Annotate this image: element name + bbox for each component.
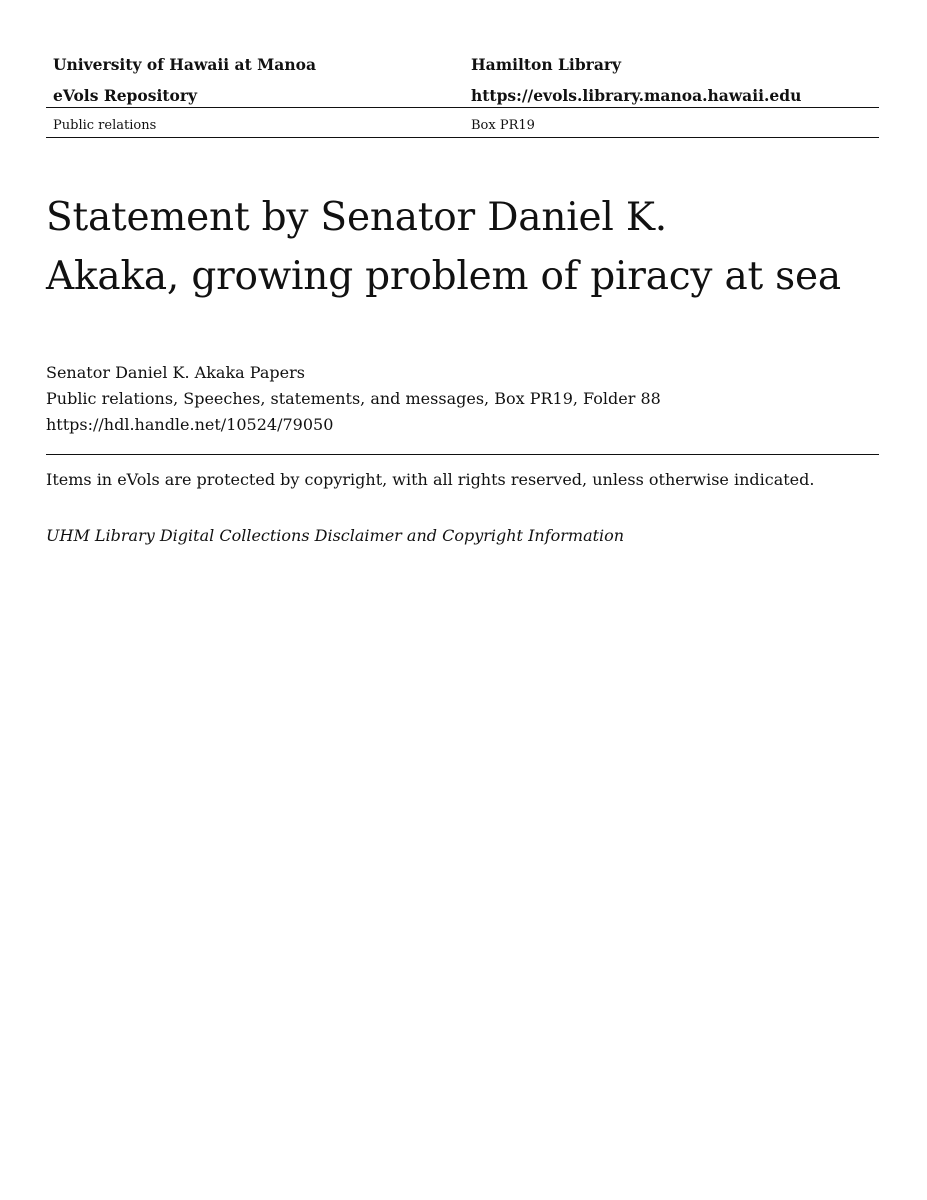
- institution-name: University of Hawaii at Manoa: [53, 55, 316, 74]
- header-row-1: [46, 52, 879, 83]
- repository-url[interactable]: https://evols.library.manoa.hawaii.edu: [471, 86, 802, 105]
- repository-name: eVols Repository: [53, 86, 198, 105]
- title-line-1: Statement by Senator Daniel K.: [46, 195, 667, 240]
- title-line-2: Akaka, growing problem of piracy at sea: [46, 254, 841, 299]
- handle-link[interactable]: https://hdl.handle.net/10524/79050: [46, 415, 334, 434]
- collection-name: Public relations: [53, 118, 157, 133]
- header-divider-bottom: [46, 137, 879, 138]
- header-row-2: [46, 83, 879, 114]
- document-metadata: [46, 360, 879, 438]
- box-label: Box PR19: [471, 118, 535, 133]
- repository-header: [46, 52, 879, 114]
- header-divider-top: [46, 107, 879, 108]
- papers-name: Senator Daniel K. Akaka Papers: [46, 363, 305, 382]
- document-title: [46, 188, 879, 306]
- copyright-notice: Items in eVols are protected by copyright, with all rights reserved, unless otherwise indicated.: [46, 470, 815, 489]
- series-path: Public relations, Speeches, statements, and messages, Box PR19, Folder 88: [46, 389, 661, 408]
- collection-row: [46, 116, 879, 136]
- metadata-divider: [46, 454, 879, 455]
- library-name: Hamilton Library: [471, 55, 622, 74]
- disclaimer-link[interactable]: UHM Library Digital Collections Disclaimer and Copyright Information: [46, 526, 625, 545]
- cover-page: [46, 0, 879, 1200]
